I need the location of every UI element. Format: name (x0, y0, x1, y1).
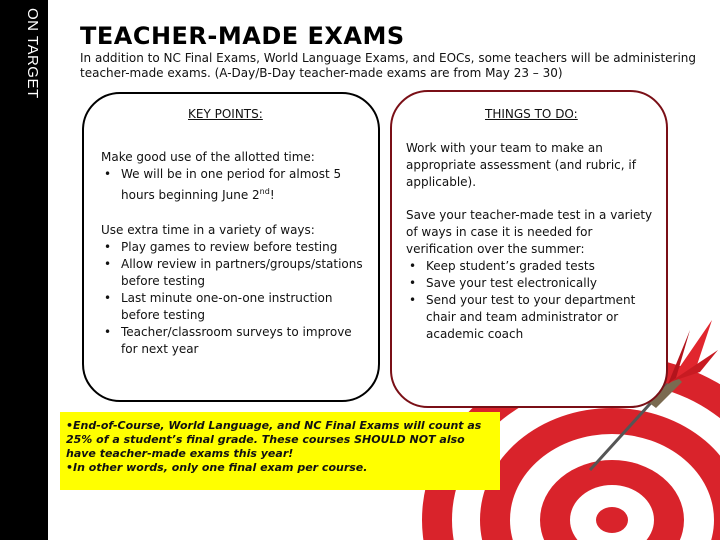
exam-note-line-2: •In other words, only one final exam per course. (66, 461, 368, 474)
exclamation: ! (269, 188, 275, 202)
key-points-intro-2: Use extra time in a variety of ways: (101, 223, 315, 237)
things-to-do-heading: THINGS TO DO: (485, 107, 578, 121)
list-item: • Play games to review before testing (101, 239, 371, 256)
things-to-do-intro-2: Save your teacher-made test in a variety of ways in case it is needed for verification over the summer: (406, 208, 653, 256)
key-points-block-1 (101, 149, 371, 204)
key-points-intro-1: Make good use of the allotted time: (101, 150, 315, 164)
list-item: • Keep student’s graded tests (406, 258, 658, 275)
key-points-block-2 (101, 222, 371, 358)
list-item: • Allow review in partners/groups/stations before testing (101, 256, 371, 290)
exam-note-line-1: •End-of-Course, World Language, and NC Final Exams will count as 25% of a student’s final grade. These courses SHOULD NOT also have teacher-made exams this year! (66, 419, 482, 460)
exam-note (60, 412, 500, 490)
list-item: • Last minute one-on-one instruction before testing (101, 290, 371, 324)
sidebar-label: ON TARGET (24, 8, 41, 99)
page-title: TEACHER-MADE EXAMS (80, 22, 405, 50)
list-item: • Teacher/classroom surveys to improve for next year (101, 324, 371, 358)
key-points-heading: KEY POINTS: (188, 107, 263, 121)
list-item: • Save your test electronically (406, 275, 658, 292)
ordinal-suffix: nd (259, 187, 270, 196)
things-to-do-item-1: Work with your team to make an appropriate assessment (and rubric, if applicable). (406, 141, 636, 189)
list-item: • Send your test to your department chair and team administrator or academic coach (406, 292, 658, 343)
key-points-bullet-text: We will be in one period for almost 5 hours beginning June 2 (121, 167, 342, 202)
things-to-do-item-2 (406, 207, 658, 343)
page-subtitle: In addition to NC Final Exams, World Language Exams, and EOCs, some teachers will be administering teacher-made exams. (A-Day/B-Day teacher-made exams are from May 23 – 30) (80, 51, 697, 80)
list-item (101, 166, 371, 204)
